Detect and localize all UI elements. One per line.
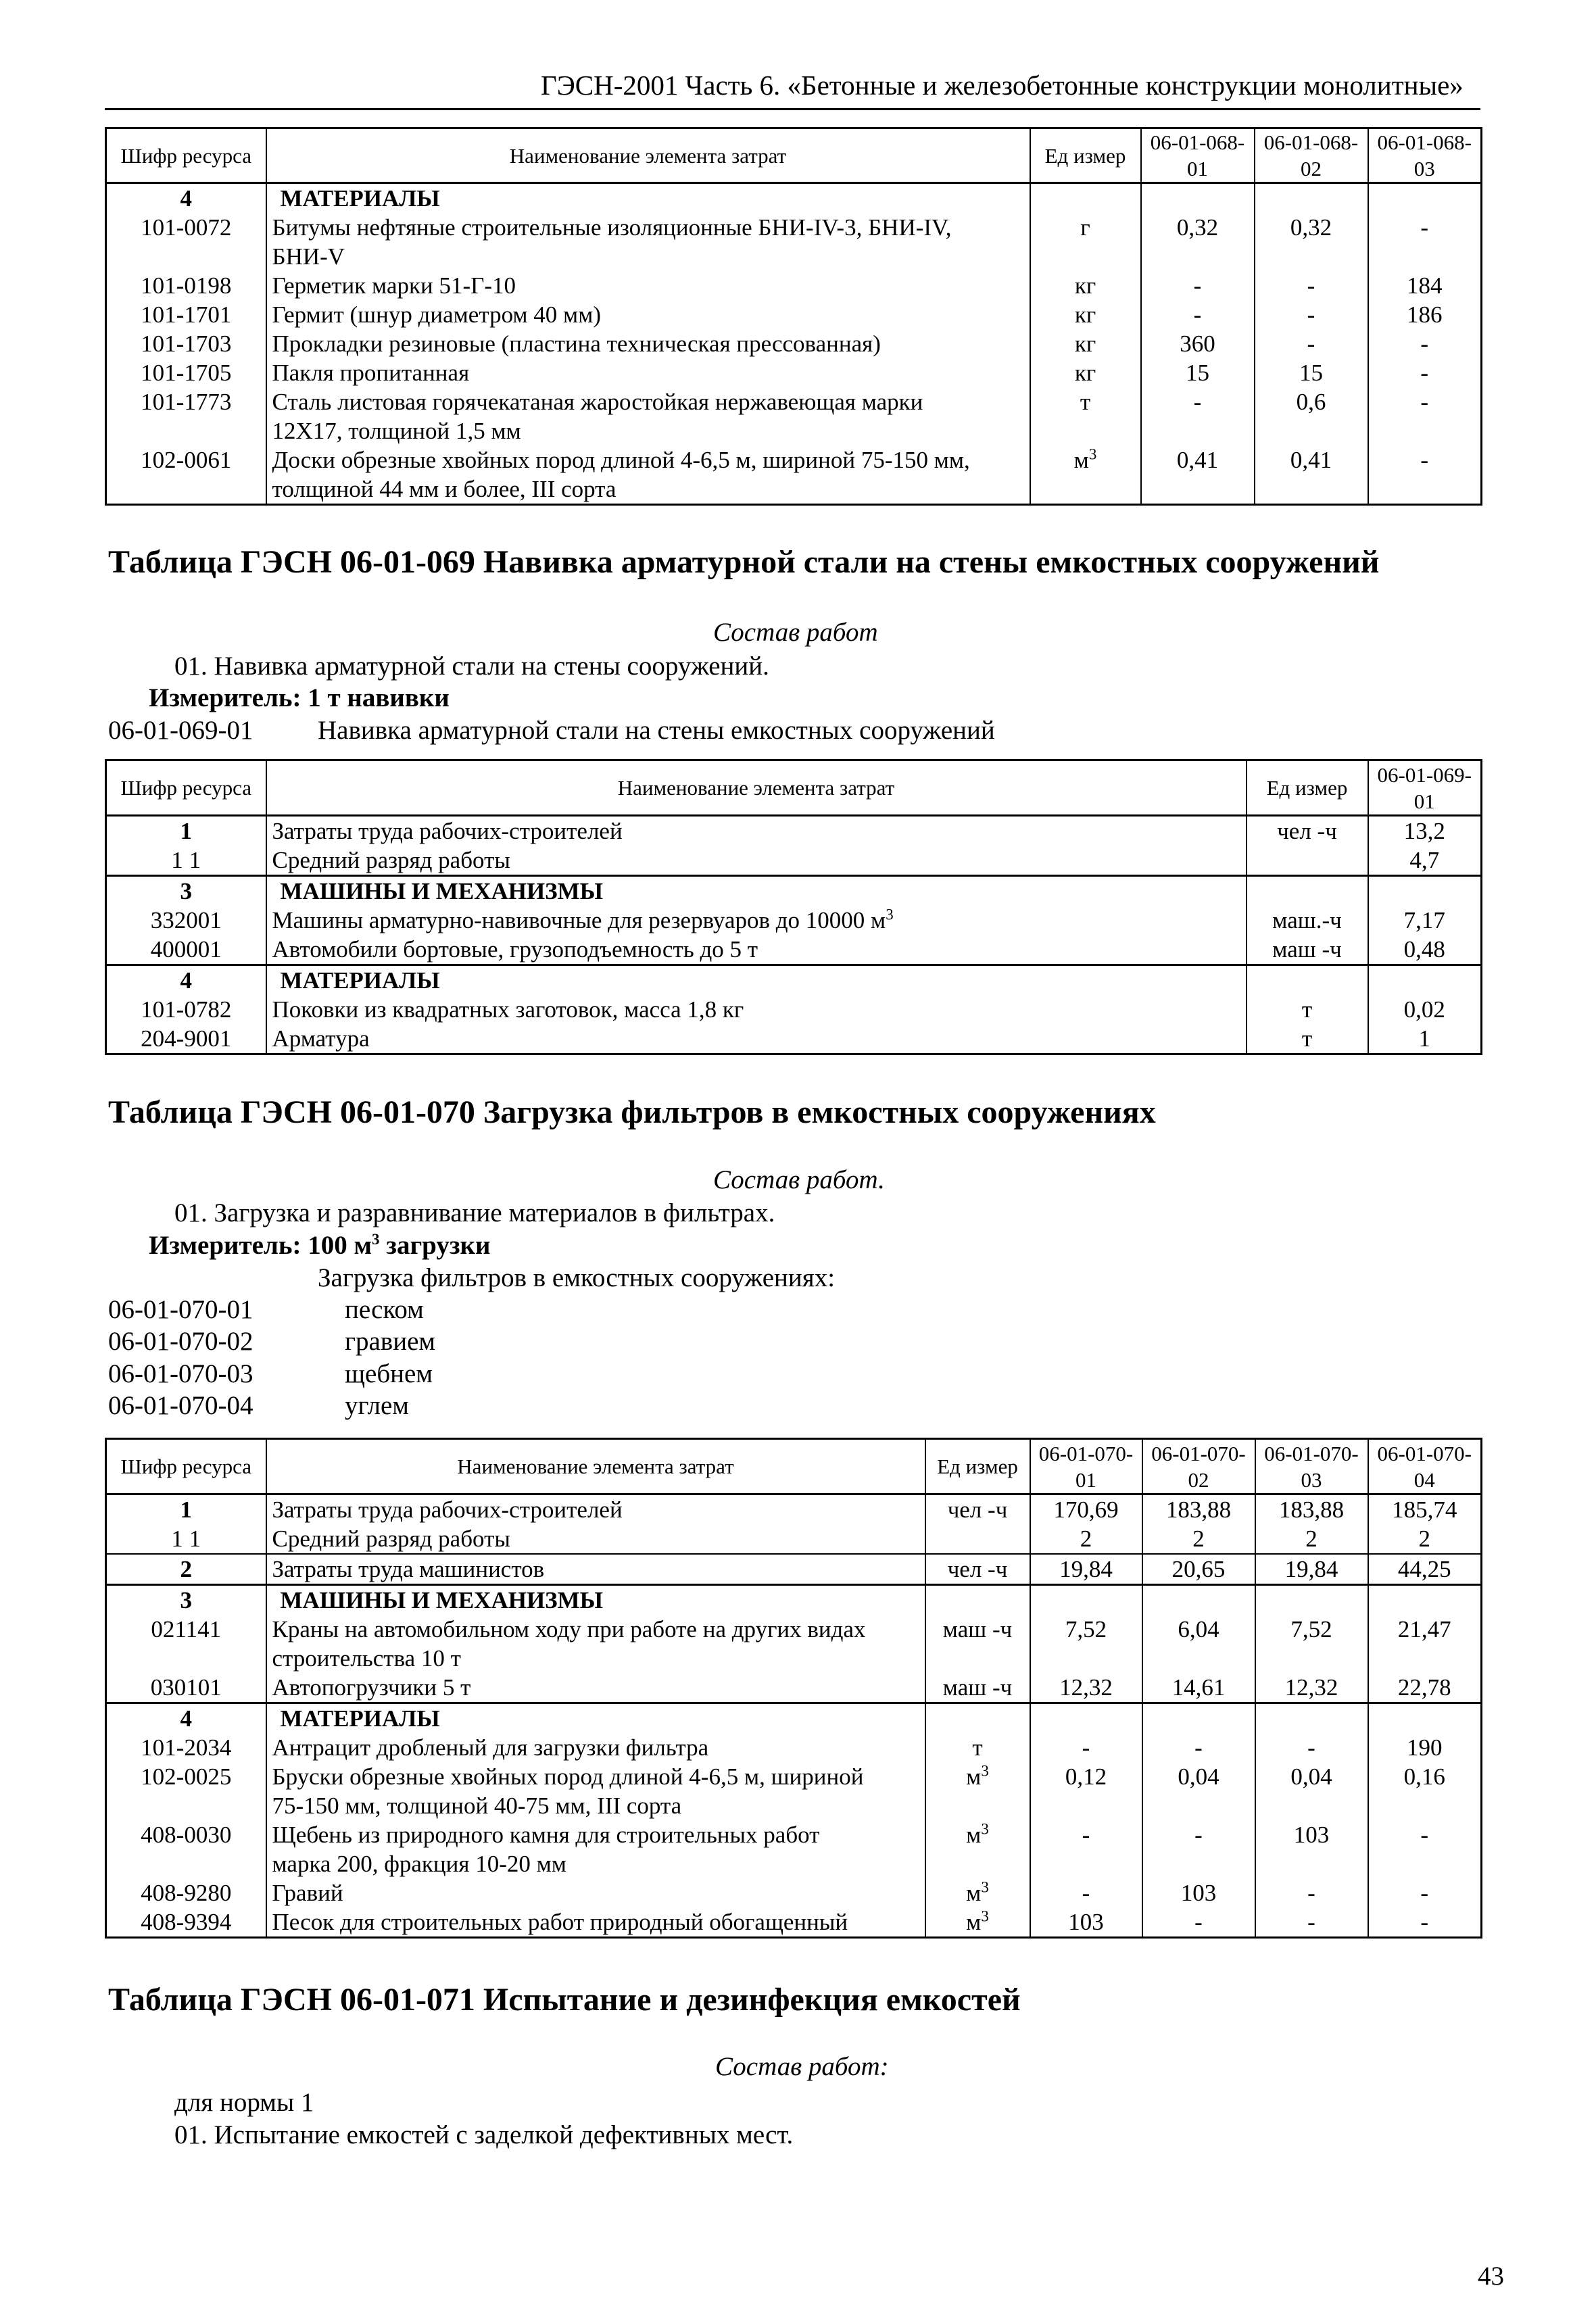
section-row: 4 МАТЕРИАЛЫ — [106, 965, 1482, 996]
section-row: 4 МАТЕРИАЛЫ — [106, 183, 1482, 214]
table-row: 332001 Машины арматурно-навивочные для резервуаров до 10000 $м^3$ маш.-ч 7,17 — [106, 906, 1482, 935]
table-row: 102-0061 Доски обрезные хвойных пород длиной 4-6,5 м, шириной 75-150 мм, толщиной 44 мм и более, III сорта $м^3$ 0,41 0,41 - — [106, 445, 1482, 505]
norm-code: 06-01-070-01 — [108, 1295, 253, 1324]
header-code: Шифр ресурса — [106, 760, 266, 816]
table-row: 400001 Автомобили бортовые, грузоподъемность до 5 т маш -ч 0,48 — [106, 935, 1482, 965]
table-069-title: Таблица ГЭСН 06-01-069 Навивка арматурной стали на стены емкостных сооружений — [108, 544, 1380, 580]
section-row: 3 МАШИНЫ И МЕХАНИЗМЫ — [106, 1585, 1482, 1615]
header-col1: 06-01-070-01 — [1030, 1439, 1142, 1494]
composition-label-069: Состав работ — [713, 618, 878, 647]
header-unit: Ед измер — [1247, 760, 1368, 816]
table-row: 408-0030 Щебень из природного камня для строительных работ марка 200, фракция 10-20 мм $м^3$ - - 103 - — [106, 1820, 1482, 1878]
header-name: Наименование элемента затрат — [266, 760, 1247, 816]
table-row: 021141 Краны на автомобильном ходу при работе на других видах строительства 10 т маш -ч 7,52 6,04 7,52 21,47 — [106, 1615, 1482, 1673]
table-row: 101-1705 Пакля пропитанная кг 15 15 - — [106, 358, 1482, 387]
meter-069: Измеритель: 1 т навивки — [149, 683, 450, 712]
table-row: 101-0072 Битумы нефтяные строительные изоляционные БНИ-IV-3, БНИ-IV, БНИ-V г 0,32 0,32 - — [106, 213, 1482, 271]
resource-table-069 — [105, 759, 1482, 1055]
resource-table-068 — [105, 127, 1482, 506]
table-row: 030101 Автопогрузчики 5 т маш -ч 12,32 14,61 12,32 22,78 — [106, 1673, 1482, 1703]
running-header: ГЭСН-2001 Часть 6. «Бетонные и железобетонные конструкции монолитные» — [541, 70, 1464, 101]
norm-name: щебнем — [345, 1359, 433, 1388]
norm-name: углем — [345, 1391, 409, 1420]
norm-code-069: 06-01-069-01 — [108, 716, 253, 745]
composition-label-070: Состав работ. — [713, 1165, 885, 1194]
norm-name: песком — [345, 1295, 424, 1324]
work-item-070: 01. Загрузка и разравнивание материалов в фильтрах. — [174, 1198, 775, 1227]
table-070-title: Таблица ГЭСН 06-01-070 Загрузка фильтров в емкостных сооружениях — [108, 1094, 1156, 1130]
resource-table-070 — [105, 1438, 1482, 1939]
section-row: 3 МАШИНЫ И МЕХАНИЗМЫ — [106, 876, 1482, 906]
norm-for: для нормы 1 — [174, 2088, 314, 2117]
section-row: 4 МАТЕРИАЛЫ — [106, 1703, 1482, 1734]
table-row: 1 1 Средний разряд работы 4,7 — [106, 846, 1482, 876]
table-row: 204-9001 Арматура т 1 — [106, 1024, 1482, 1054]
header-col3: 06-01-070-03 — [1255, 1439, 1368, 1494]
header-unit: Ед измер — [1030, 128, 1141, 183]
table-row: 101-1701 Гермит (шнур диаметром 40 мм) кг - - 186 — [106, 300, 1482, 329]
table-row: 408-9280 Гравий $м^3$ - 103 - - — [106, 1878, 1482, 1907]
norm-name-069: Навивка арматурной стали на стены емкостных сооружений — [318, 716, 995, 745]
table-row: 101-2034 Антрацит дробленый для загрузки фильтра т - - - 190 — [106, 1733, 1482, 1762]
norm-code: 06-01-070-04 — [108, 1391, 253, 1420]
table-row: 1 1 Средний разряд работы 2 2 2 2 — [106, 1524, 1482, 1554]
table-row: 1 Затраты труда рабочих-строителей чел -ч 13,2 — [106, 816, 1482, 846]
norm-code: 06-01-070-02 — [108, 1327, 253, 1356]
header-rule — [105, 108, 1480, 110]
header-code: Шифр ресурса — [106, 1439, 266, 1494]
meter-070: Измеритель: 100 $м^3$ загрузки — [149, 1231, 491, 1260]
table-row: 101-1773 Сталь листовая горячекатаная жаростойкая нержавеющая марки 12Х17, толщиной 1,5 мм т - 0,6 - — [106, 387, 1482, 445]
header-name: Наименование элемента затрат — [266, 128, 1030, 183]
header-col3: 06-01-068-03 — [1368, 128, 1482, 183]
table-row: 2 Затраты труда машинистов чел -ч 19,84 20,65 19,84 44,25 — [106, 1554, 1482, 1585]
composition-label-071: Состав работ: — [715, 2052, 889, 2081]
header-col4: 06-01-070-04 — [1368, 1439, 1482, 1494]
table-row: 101-0198 Герметик марки 51-Г-10 кг - - 184 — [106, 271, 1482, 300]
work-item-069: 01. Навивка арматурной стали на стены сооружений. — [174, 652, 769, 681]
header-code: Шифр ресурса — [106, 128, 266, 183]
filter-intro: Загрузка фильтров в емкостных сооружениях: — [318, 1263, 836, 1292]
work-item-071: 01. Испытание емкостей с заделкой дефективных мест. — [174, 2120, 794, 2149]
table-row: 101-1703 Прокладки резиновые (пластина техническая прессованная) кг 360 - - — [106, 329, 1482, 358]
header-col1: 06-01-069-01 — [1368, 760, 1482, 816]
page-number: 43 — [1478, 2262, 1504, 2291]
table-row: 102-0025 Бруски обрезные хвойных пород длиной 4-6,5 м, шириной 75-150 мм, толщиной 40-75 мм, III сорта $м^3$ 0,12 0,04 0,04 0,16 — [106, 1762, 1482, 1820]
table-row: 408-9394 Песок для строительных работ природный обогащенный $м^3$ 103 - - - — [106, 1907, 1482, 1938]
table-071-title: Таблица ГЭСН 06-01-071 Испытание и дезинфекция емкостей — [108, 1982, 1021, 2018]
header-col2: 06-01-070-02 — [1142, 1439, 1255, 1494]
table-row: 101-0782 Поковки из квадратных заготовок, масса 1,8 кг т 0,02 — [106, 995, 1482, 1024]
header-col1: 06-01-068-01 — [1141, 128, 1255, 183]
header-name: Наименование элемента затрат — [266, 1439, 925, 1494]
table-row: 1 Затраты труда рабочих-строителей чел -ч 170,69 183,88 183,88 185,74 — [106, 1494, 1482, 1525]
header-col2: 06-01-068-02 — [1255, 128, 1368, 183]
header-unit: Ед измер — [925, 1439, 1030, 1494]
norm-code: 06-01-070-03 — [108, 1359, 253, 1388]
norm-name: гравием — [345, 1327, 436, 1356]
